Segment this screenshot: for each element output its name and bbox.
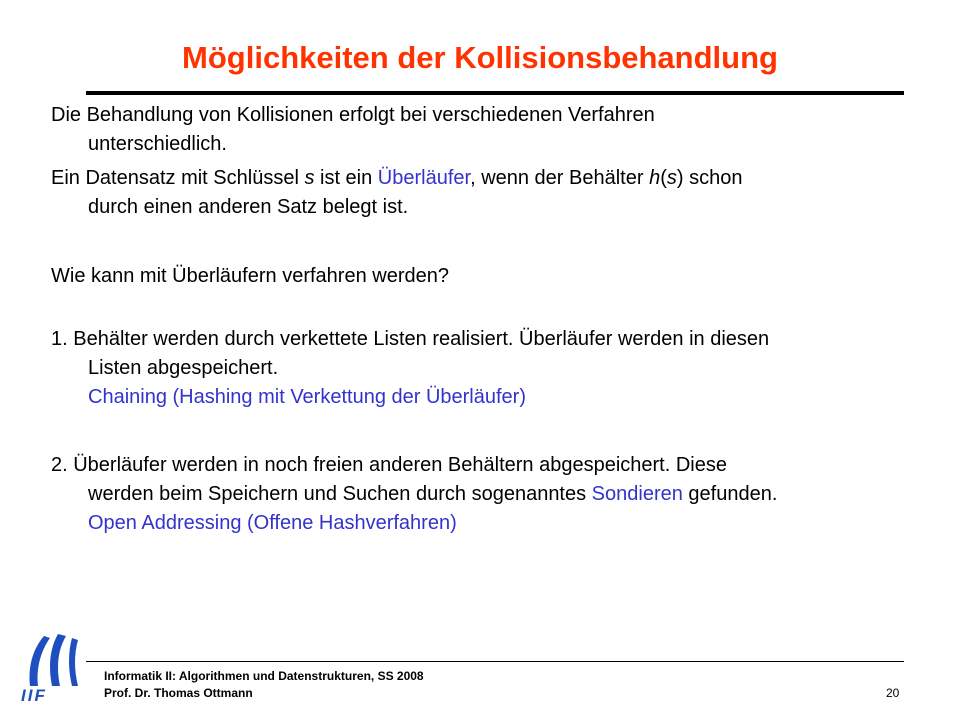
paragraph-3: Wie kann mit Überläufern verfahren werden?: [51, 265, 449, 287]
footer-course: Informatik II: Algorithmen und Datenstrukturen, SS 2008: [104, 669, 424, 683]
paragraph-1: [51, 101, 921, 159]
p2-var-s: s: [304, 167, 315, 189]
p2-paren-open: (: [660, 167, 667, 189]
p2-var-h: h: [649, 167, 661, 189]
paragraph-4-line-2: Listen abgespeichert.: [88, 357, 279, 379]
logo-text: IIF: [21, 686, 47, 705]
p5-text-b: gefunden.: [682, 483, 778, 505]
paragraph-5-line-1: 2. Überläufer werden in noch freien anderen Behältern abgespeichert. Diese: [51, 454, 727, 476]
term-ueberlaeufer: Überläufer: [377, 167, 471, 189]
paragraph-5-line-2: [51, 480, 921, 509]
paragraph-2: [51, 164, 921, 222]
paragraph-4-line-3: Chaining (Hashing mit Verkettung der Überläufer): [88, 386, 526, 408]
p2-var-s2: s: [666, 167, 677, 189]
paragraph-2-line-1: [51, 167, 742, 189]
paragraph-2-line-2: durch einen anderen Satz belegt ist.: [88, 196, 409, 218]
p2-text-c: , wenn der Behälter: [470, 167, 650, 189]
p5-text-a: werden beim Speichern und Suchen durch sogenanntes: [88, 483, 592, 505]
p2-text-a: Ein Datensatz mit Schlüssel: [51, 167, 305, 189]
paragraph-4-line-1: 1. Behälter werden durch verkettete Listen realisiert. Überläufer werden in diesen: [51, 328, 770, 350]
paragraph-5-line-3: Open Addressing (Offene Hashverfahren): [88, 512, 457, 534]
p2-text-d: ) schon: [676, 167, 743, 189]
slide-title: Möglichkeiten der Kollisionsbehandlung: [182, 40, 778, 75]
paragraph-5: [51, 451, 921, 538]
term-sondieren: Sondieren: [591, 483, 683, 505]
page-number: 20: [886, 686, 900, 700]
paragraph-1-line-1: Die Behandlung von Kollisionen erfolgt bei verschiedenen Verfahren: [51, 104, 655, 126]
footer-author: Prof. Dr. Thomas Ottmann: [104, 686, 253, 700]
p2-text-b: ist ein: [314, 167, 378, 189]
paragraph-4: [51, 325, 921, 412]
title-underline: [86, 91, 904, 95]
paragraph-1-line-2: unterschiedlich.: [88, 133, 227, 155]
footer-divider: [86, 661, 904, 662]
